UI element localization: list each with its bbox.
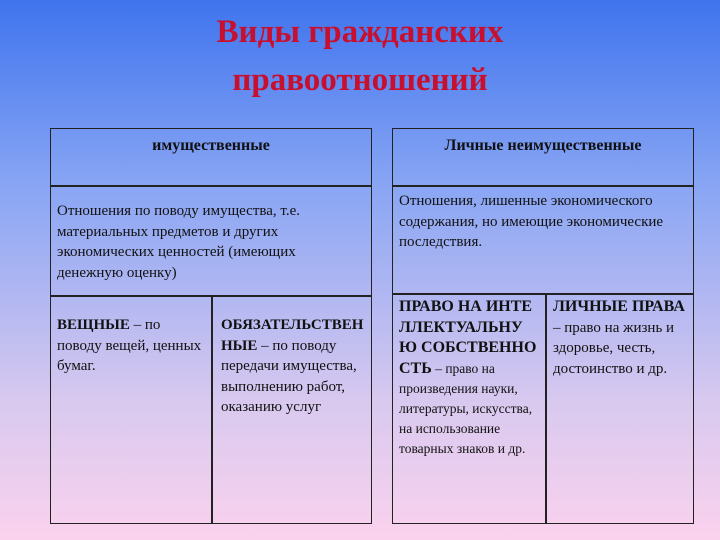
real-relations-box bbox=[50, 296, 212, 524]
real-relations-term: ВЕЩНЫЕ bbox=[57, 317, 130, 333]
personal-nonproperty-header-box bbox=[392, 128, 694, 186]
personal-rights-box bbox=[546, 294, 694, 524]
personal-rights-term: ЛИЧНЫЕ ПРАВА bbox=[553, 298, 685, 315]
title-line-1: Виды гражданских bbox=[216, 14, 504, 50]
property-header: имущественные bbox=[152, 137, 270, 154]
intellectual-property-text: произведения науки, литературы, искусства, на использование товарных знаков и др. bbox=[399, 381, 533, 456]
property-description-box bbox=[50, 186, 372, 296]
personal-rights-text: – право на жизнь и здоровье, честь, достоинство и др. bbox=[553, 319, 675, 377]
obligation-relations-term: ОБЯЗАТЕЛЬСТВЕННЫЕ bbox=[221, 317, 364, 354]
obligation-relations-box bbox=[212, 296, 372, 524]
intellectual-property-inline: – право на bbox=[431, 360, 495, 376]
personal-nonproperty-description: Отношения, лишенные экономического содержания, но имеющие экономические последствия. bbox=[399, 193, 664, 250]
page-title bbox=[150, 8, 570, 104]
obligation-relations-text: – по поводу передачи имущества, выполнению работ, оказанию услуг bbox=[221, 337, 357, 415]
intellectual-property-term: ПРАВО НА ИНТЕЛЛЕКТУАЛЬНУЮ СОБСТВЕННОСТЬ bbox=[399, 298, 537, 377]
title-line-2: правоотношений bbox=[232, 62, 488, 98]
property-description: Отношения по поводу имущества, т.е. материальных предметов и других экономических ценностей (имеющих денежную оценку) bbox=[57, 203, 301, 281]
intellectual-property-box bbox=[392, 294, 546, 524]
property-header-box bbox=[50, 128, 372, 186]
personal-nonproperty-description-box bbox=[392, 186, 694, 294]
personal-nonproperty-header: Личные неимущественные bbox=[444, 137, 642, 154]
real-relations-text: – по поводу вещей, ценных бумаг. bbox=[57, 317, 202, 374]
